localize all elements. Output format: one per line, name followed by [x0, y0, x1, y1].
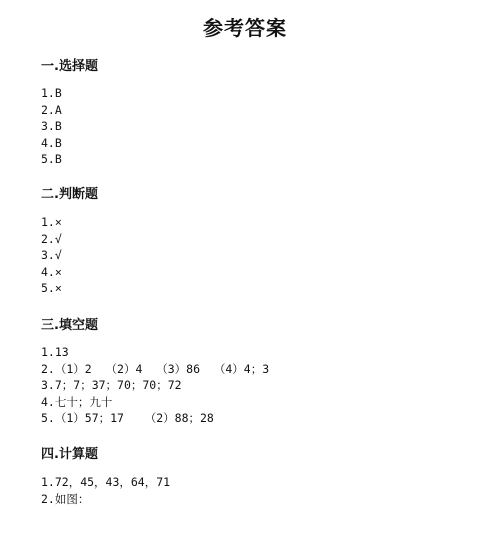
answer-item: 2.如图：: [41, 491, 90, 506]
answer-item: 4.七十；九十: [41, 394, 113, 409]
section-heading-true-false: 二.判断题: [41, 187, 98, 202]
answer-item: 3.7；7；37；70；70；72: [41, 378, 182, 392]
section-heading-calculation: 四.计算题: [41, 447, 98, 462]
true-false-answers: [41, 214, 62, 297]
answer-item: 4.B: [41, 135, 62, 150]
document-title: 参考答案: [203, 16, 287, 40]
fill-in-blank-answers: [41, 344, 269, 427]
answer-item: 3.B: [41, 119, 62, 133]
section-heading-multiple-choice: 一.选择题: [41, 59, 98, 74]
answer-item: 5.×: [41, 281, 62, 295]
section-heading-fill-in-blank: 三.填空题: [41, 318, 98, 333]
answer-item: 3.√: [41, 248, 62, 262]
answer-item: 4.×: [41, 264, 62, 279]
answer-item: 2.√: [41, 231, 62, 246]
answer-item: 1.×: [41, 215, 62, 229]
multiple-choice-answers: [41, 85, 62, 168]
answer-item: 5.B: [41, 152, 62, 166]
calculation-answers: [41, 474, 170, 507]
answer-item: 1.B: [41, 86, 62, 100]
answer-item: 1.13: [41, 345, 69, 359]
answer-item: 2.A: [41, 102, 62, 117]
answer-item: 2.（1）2 （2）4 （3）86 （4）4；3: [41, 361, 270, 376]
answer-item: 1.72，45，43，64，71: [41, 475, 171, 489]
answer-item: 5.（1）57；17 （2）88；28: [41, 411, 214, 425]
